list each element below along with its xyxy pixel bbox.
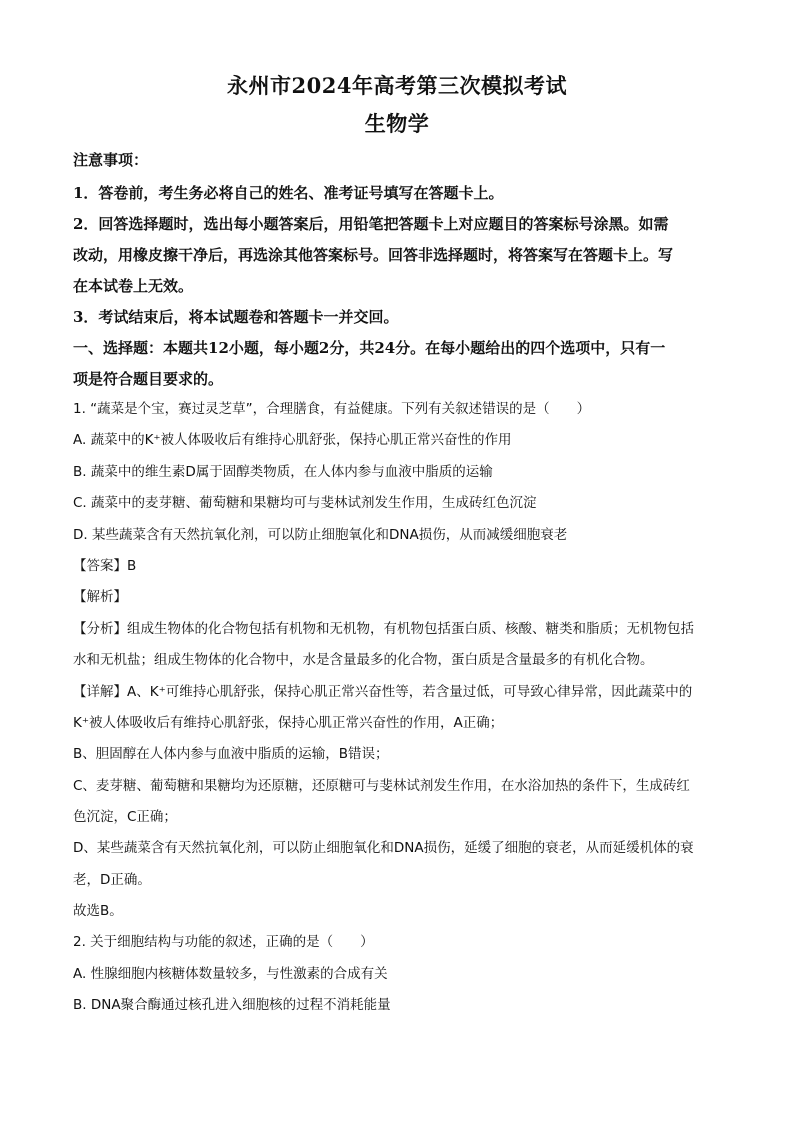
question-option: D. 某些蔬菜含有天然抗氧化剂，可以防止细胞氧化和DNA损伤，从而减缓细胞衰老 <box>73 527 568 543</box>
question-option: B. DNA聚合酶通过核孔进入细胞核的过程不消耗能量 <box>73 997 391 1013</box>
answer-label: 【答案】B <box>73 558 137 574</box>
section-heading: 一、选择题：本题共12小题，每小题2分，共24分。在每小题给出的四个选项中，只有一 <box>73 339 666 357</box>
analysis-line: C、麦芽糖、葡萄糖和果糖均为还原糖，还原糖可与斐林试剂发生作用，在水浴加热的条件下，生成砖红 <box>73 778 690 794</box>
analysis-line: K⁺被人体吸收后有维持心肌舒张，保持心肌正常兴奋性的作用，A正确； <box>73 715 504 731</box>
analysis-line: 水和无机盐；组成生物体的化合物中，水是含量最多的化合物，蛋白质是含量最多的有机化合物。 <box>73 652 654 668</box>
page-title: 永州市2024年高考第三次模拟考试 <box>227 73 567 98</box>
section-heading: 项是符合题目要求的。 <box>73 370 224 388</box>
analysis-label: 【解析】 <box>73 589 127 605</box>
notice-heading: 注意事项： <box>73 151 149 169</box>
analysis-line: B、胆固醇在人体内参与血液中脂质的运输，B错误； <box>73 746 389 762</box>
question-option: A. 蔬菜中的K⁺被人体吸收后有维持心肌舒张，保持心肌正常兴奋性的作用 <box>73 432 512 448</box>
notice-item: 1．答卷前，考生务必将自己的姓名、准考证号填写在答题卡上。 <box>73 184 504 202</box>
notice-item: 改动，用橡皮擦干净后，再选涂其他答案标号。回答非选择题时，将答案写在答题卡上。写 <box>73 246 674 264</box>
notice-item: 2．回答选择题时，选出每小题答案后，用铅笔把答题卡上对应题目的答案标号涂黑。如需 <box>73 215 669 233</box>
analysis-line: 【详解】A、K⁺可维持心肌舒张，保持心肌正常兴奋性等，若含量过低，可导致心律异常，因此蔬菜中的 <box>73 684 693 700</box>
analysis-line: 色沉淀，C正确； <box>73 809 177 825</box>
question-option: A. 性腺细胞内核糖体数量较多，与性激素的合成有关 <box>73 966 388 982</box>
notice-item: 在本试卷上无效。 <box>73 277 194 295</box>
analysis-line: 故选B。 <box>73 903 123 919</box>
analysis-line: 【分析】组成生物体的化合物包括有机物和无机物，有机物包括蛋白质、核酸、糖类和脂质；无机物包括 <box>73 621 694 637</box>
analysis-line: D、某些蔬菜含有天然抗氧化剂，可以防止细胞氧化和DNA损伤，延缓了细胞的衰老，从而延缓机体的衰 <box>73 840 694 856</box>
question-option: B. 蔬菜中的维生素D属于固醇类物质，在人体内参与血液中脂质的运输 <box>73 464 493 480</box>
question-stem: 1. “蔬菜是个宝，赛过灵芝草”，合理膳食，有益健康。下列有关叙述错误的是（ ） <box>73 401 591 417</box>
notice-item: 3．考试结束后，将本试题卷和答题卡一并交回。 <box>73 308 399 326</box>
question-option: C. 蔬菜中的麦芽糖、葡萄糖和果糖均可与斐林试剂发生作用，生成砖红色沉淀 <box>73 495 537 511</box>
analysis-line: 老，D正确。 <box>73 872 151 888</box>
subject-title: 生物学 <box>364 111 430 136</box>
question-stem: 2. 关于细胞结构与功能的叙述，正确的是（ ） <box>73 934 374 950</box>
